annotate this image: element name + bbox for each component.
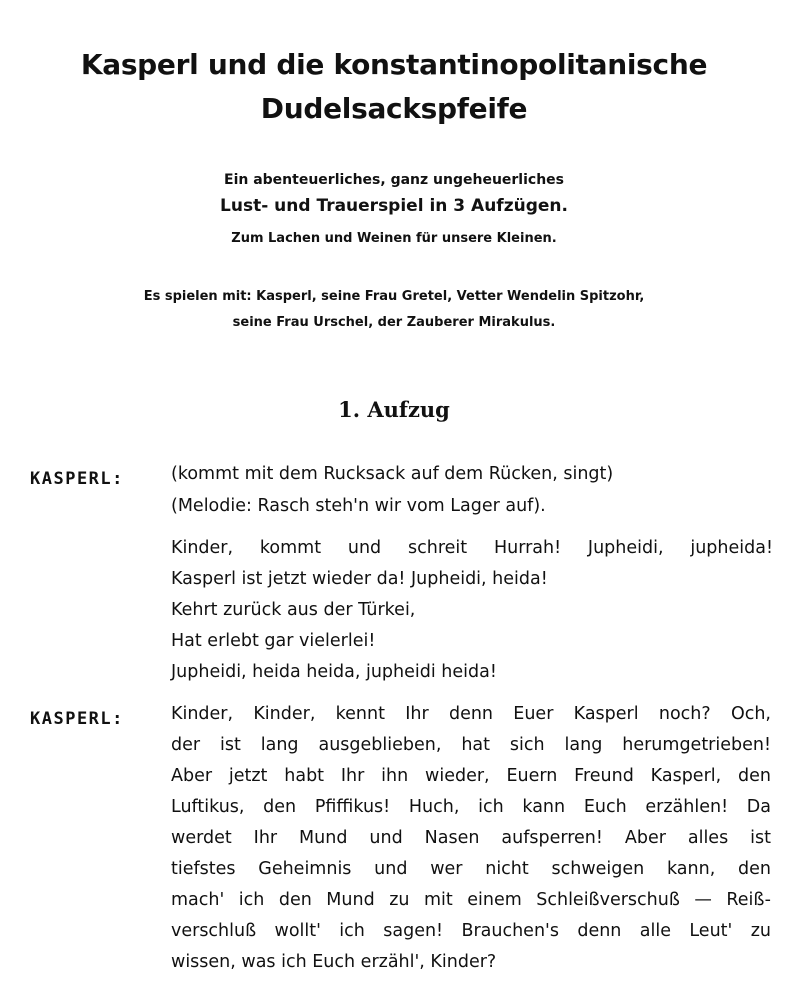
title-line-1: Kasperl und die konstantinopolitanische — [80, 48, 708, 81]
subtitle-line-1: Ein abenteuerliches, ganz ungeheuerliches — [224, 172, 564, 188]
speech-line: wissen, was ich Euch erzähl', Kinder? — [171, 952, 497, 972]
speech-line: der ist lang ausgeblieben, hat sich lang herumgetrieben! — [171, 735, 771, 755]
subtitle-line-2: Lust- und Trauerspiel in 3 Aufzügen. — [220, 196, 568, 216]
song-line: Kinder, kommt und schreit Hurrah! Jupheidi, jupheida! — [171, 538, 773, 558]
speaker-name: KASPERL: — [30, 469, 124, 489]
song-line: Jupheidi, heida heida, jupheidi heida! — [171, 662, 497, 682]
speech-line: tiefstes Geheimnis und wer nicht schweigen kann, den — [171, 859, 771, 879]
speech-line: mach' ich den Mund zu mit einem Schleißverschuß — Reiß- — [171, 890, 771, 910]
cast-line-1: Es spielen mit: Kasperl, seine Frau Gretel, Vetter Wendelin Spitzohr, — [143, 289, 645, 304]
act-heading: 1. Aufzug — [338, 397, 450, 422]
song-line: Kasperl ist jetzt wieder da! Jupheidi, heida! — [171, 569, 548, 589]
title-line-2: Dudelsackspfeife — [260, 92, 528, 125]
speaker-name: KASPERL: — [30, 709, 124, 729]
speech-line: Luftikus, den Pfiffikus! Huch, ich kann Euch erzählen! Da — [171, 797, 771, 817]
speech-line: verschluß wollt' ich sagen! Brauchen's denn alle Leut' zu — [171, 921, 771, 941]
cast-line-2: seine Frau Urschel, der Zauberer Mirakulus. — [232, 315, 556, 330]
stage-direction-line: (kommt mit dem Rucksack auf dem Rücken, singt) — [171, 464, 614, 484]
song-line: Hat erlebt gar vielerlei! — [171, 631, 376, 651]
speech-line: Aber jetzt habt Ihr ihn wieder, Euern Freund Kasperl, den — [171, 766, 771, 786]
song-line: Kehrt zurück aus der Türkei, — [171, 600, 416, 620]
speech-line: werdet Ihr Mund und Nasen aufsperren! Aber alles ist — [171, 828, 771, 848]
stage-direction-line: (Melodie: Rasch steh'n wir vom Lager auf). — [171, 496, 546, 516]
speech-line: Kinder, Kinder, kennt Ihr denn Euer Kasperl noch? Och, — [171, 704, 771, 724]
subtitle-line-3: Zum Lachen und Weinen für unsere Kleinen. — [231, 231, 557, 246]
